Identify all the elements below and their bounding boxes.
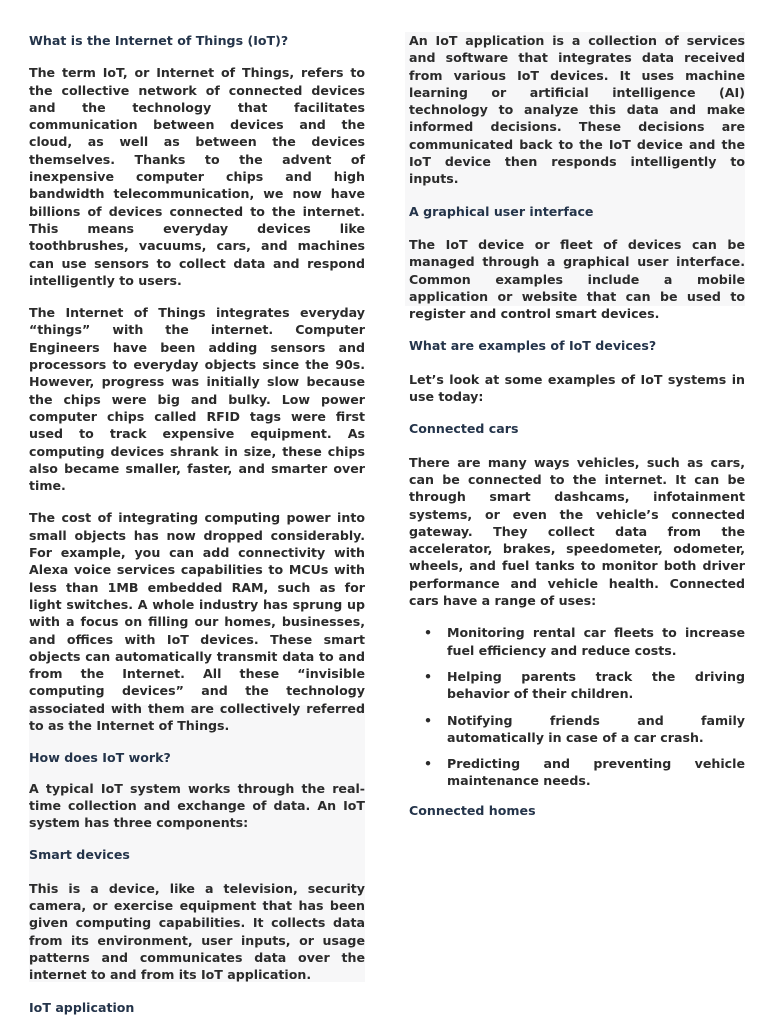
- list-item: • Helping parents track the driving behavior of their children.: [447, 668, 745, 703]
- heading-what-is-iot: What is the Internet of Things (IoT)?: [29, 33, 289, 48]
- list-item: • Monitoring rental car fleets to increase fuel efficiency and reduce costs.: [447, 624, 745, 659]
- paragraph-iot-history: The Internet of Things integrates everyday “things” with the internet. Computer Engineers have been adding sensors and processors to everyday objects since the 90s. However, progress was initially slow because the chips were big and bulky. Low power computer chips called RFID tags were first used to track expensive equipment. As computing devices shrank in size, these chips also became smaller, faster, and smarter over time.: [29, 305, 365, 494]
- heading-connected-homes: Connected homes: [409, 802, 536, 818]
- paragraph-smart-devices: This is a device, like a television, security camera, or exercise equipment that has been given computing capabilities. It collects data from its environment, user inputs, or usage patterns and communicates data over the internet to and from its IoT application.: [29, 880, 365, 983]
- heading-iot-application: IoT application: [29, 999, 135, 1015]
- heading-iot-examples: What are examples of IoT devices?: [409, 338, 657, 354]
- paragraph-iot-definition: The term IoT, or Internet of Things, refers to the collective network of connected devices and the technology that facilitates communication between devices and the cloud, as well as between the devices themselves. Thanks to the advent of inexpensive computer chips and high bandwidth telecommunication, we now have billions of devices connected to the internet. This means everyday devices like toothbrushes, vacuums, cars, and machines can use sensors to collect data and respond intelligently to users.: [29, 65, 365, 288]
- paragraph-connected-cars: There are many ways vehicles, such as cars, can be connected to the internet. It can be through smart dashcams, infotainment systems, or even the vehicle’s connected gateway. They collect data from the accelerator, brakes, speedometer, odometer, wheels, and fuel tanks to monitor both driver performance and vehicle health. Connected cars have a range of uses:: [409, 454, 745, 609]
- right-column: [409, 32, 745, 835]
- paragraph-iot-system: A typical IoT system works through the real-time collection and exchange of data. An IoT system has three components:: [29, 780, 365, 831]
- heading-smart-devices: Smart devices: [29, 847, 130, 863]
- paragraph-iot-cost: The cost of integrating computing power into small objects has now dropped considerably. For example, you can add connectivity with Alexa voice services capabilities to MCUs with less than 1MB embedded RAM, such as for light switches. A whole industry has sprung up with a focus on filling our homes, businesses, and offices with IoT devices. These smart objects can automatically transmit data to and from the Internet. All these “invisible computing devices” and the technology associated with them are collectively referred to as the Internet of Things.: [29, 510, 365, 733]
- paragraph-examples-intro: Let’s look at some examples of IoT systems in use today:: [409, 371, 745, 405]
- paragraph-iot-application: An IoT application is a collection of services and software that integrates data received from various IoT devices. It uses machine learning or artificial intelligence (AI) technology to analyze this data and make informed decisions. These decisions are communicated back to the IoT device and the IoT device then responds intelligently to inputs.: [409, 33, 745, 187]
- heading-how-iot-works: How does IoT work?: [29, 750, 171, 766]
- connected-cars-uses-list: [409, 624, 745, 789]
- heading-connected-cars: Connected cars: [409, 421, 519, 437]
- list-item: • Predicting and preventing vehicle maintenance needs.: [447, 755, 745, 790]
- heading-graphical-ui: A graphical user interface: [409, 203, 594, 219]
- left-column: [29, 32, 365, 1032]
- list-item: • Notifying friends and family automatically in case of a car crash.: [447, 712, 745, 747]
- paragraph-graphical-ui: The IoT device or fleet of devices can be managed through a graphical user interface. Common examples include a mobile application or website that can be used to register and control smart devices.: [409, 236, 745, 322]
